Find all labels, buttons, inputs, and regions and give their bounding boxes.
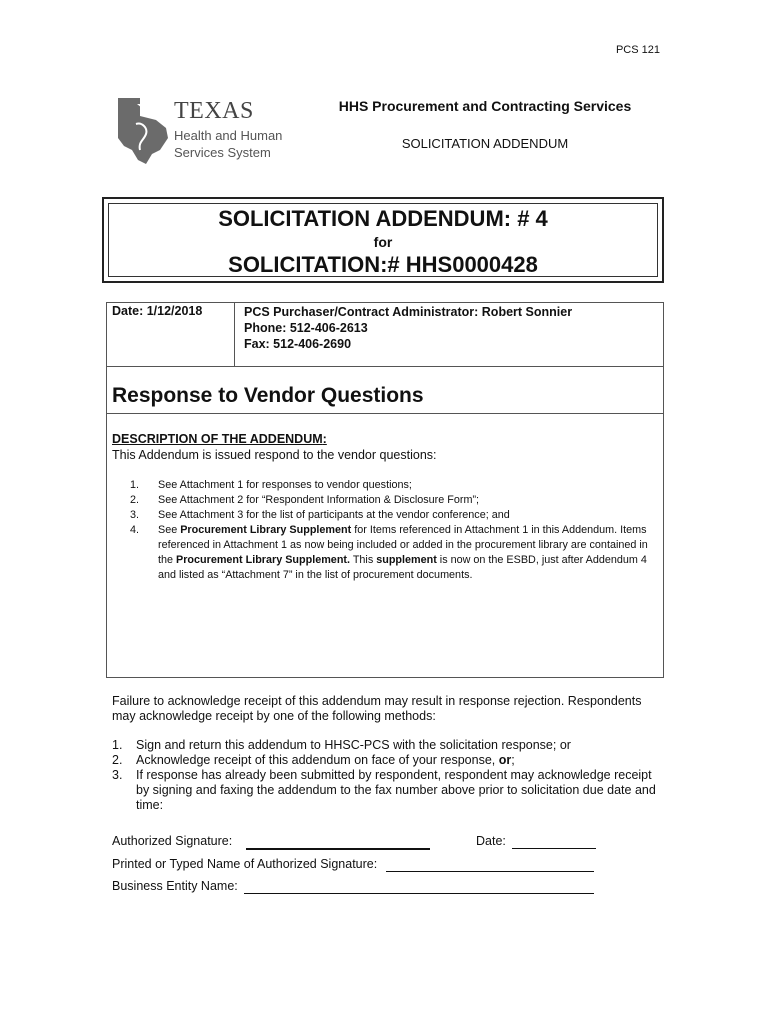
printed-name-label: Printed or Typed Name of Authorized Signature:: [112, 857, 378, 871]
logo-line-health: Health and Human: [174, 128, 283, 143]
agency-subtitle: SOLICITATION ADDENDUM: [401, 136, 569, 151]
contact-info: [244, 304, 572, 352]
form-code: PCS 121: [615, 44, 660, 56]
list-item: 1. Sign and return this addendum to HHSC-PCS with the solicitation response; or: [112, 738, 571, 752]
title-for: for: [373, 234, 393, 250]
solicitation-number: SOLICITATION:# HHS0000428: [228, 252, 538, 277]
agency-name: HHS Procurement and Contracting Services: [338, 98, 632, 114]
list-item: 3. See Attachment 3 for the list of participants at the vendor conference; and: [130, 509, 510, 521]
logo-texas-text: TEXAS: [174, 98, 254, 124]
business-entity-label: Business Entity Name:: [112, 879, 238, 893]
texas-logo-icon: [116, 94, 170, 164]
attachment-list: [130, 478, 650, 583]
addendum-date: Date: 1/12/2018: [112, 304, 203, 318]
acknowledgement-notice: Failure to acknowledge receipt of this addendum may result in response rejection. Respondents may acknowledge receipt by one of the following methods:: [112, 694, 642, 723]
purchaser-phone: Phone: 512-406-2613: [244, 321, 368, 335]
addendum-title: SOLICITATION ADDENDUM: # 4: [218, 206, 548, 231]
purchaser-fax: Fax: 512-406-2690: [244, 337, 352, 351]
purchaser-name: PCS Purchaser/Contract Administrator: Robert Sonnier: [244, 305, 573, 319]
section-title: Response to Vendor Questions: [112, 384, 424, 407]
printed-name-field[interactable]: [386, 871, 594, 872]
list-item: 2. Acknowledge receipt of this addendum on face of your response, or;: [112, 753, 515, 767]
authorized-signature-field[interactable]: [246, 848, 430, 850]
business-entity-field[interactable]: [244, 893, 594, 894]
authorized-signature-label: Authorized Signature:: [112, 834, 233, 848]
description-body: This Addendum is issued respond to the vendor questions:: [112, 448, 437, 462]
list-item: 1. See Attachment 1 for responses to vendor questions;: [130, 479, 412, 491]
hhs-logo: [116, 92, 296, 168]
list-item: 4. See Procurement Library Supplement for Items referenced in Attachment 1 in this Addendum. Items referenced in Attachment 1 as now being included or added in the procurement library are contained in the Procurement Library Supplement. This supplement is now on the ESBD, just after Addendum 4 and listed as “Attachment 7” in the list of procurement documents.: [130, 524, 648, 581]
list-item: 2. See Attachment 2 for “Respondent Information & Disclosure Form”;: [130, 494, 480, 506]
acknowledgement-methods: [112, 738, 662, 813]
date-field[interactable]: [512, 848, 596, 849]
date-label: Date:: [476, 834, 506, 848]
list-item: 3. If response has already been submitted by respondent, respondent may acknowledge receipt by signing and faxing the addendum to the fax number above prior to solicitation due date and time:: [112, 768, 656, 812]
logo-line-services: Services System: [174, 145, 271, 160]
description-heading: DESCRIPTION OF THE ADDENDUM:: [112, 432, 327, 446]
